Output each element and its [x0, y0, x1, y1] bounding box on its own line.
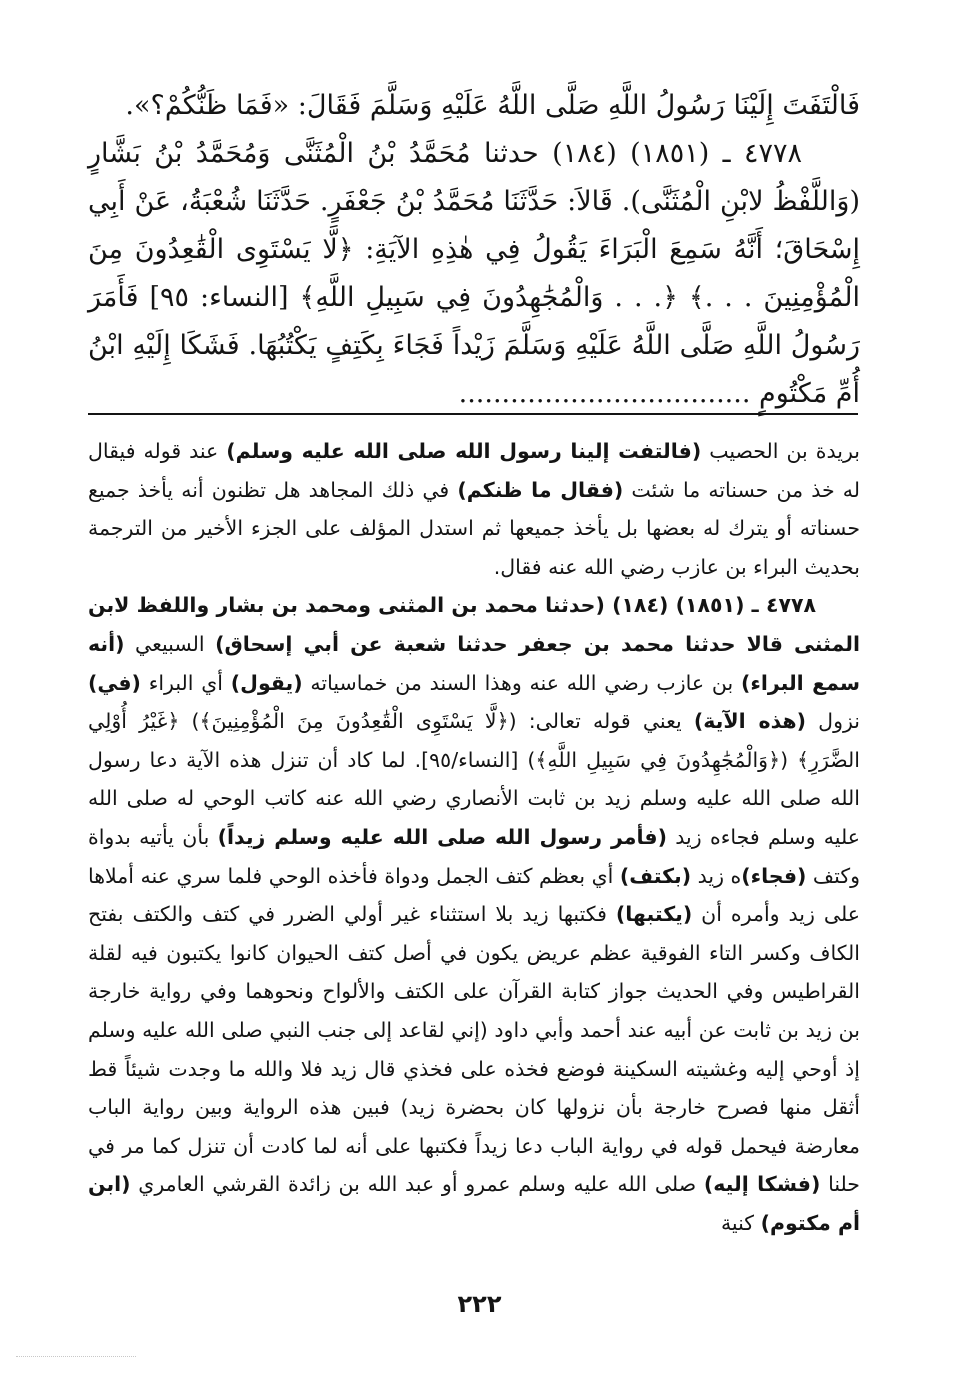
commentary-bold-span: (فشكا إليه): [703, 1172, 821, 1197]
commentary-text-span: ه زيد: [691, 863, 742, 888]
commentary-bold-span: ٤٧٧٨ ـ (١٨٥١) (١٨٤): [604, 593, 816, 618]
commentary-text-span: أي البراء: [140, 670, 231, 695]
commentary-text-span: صلى الله عليه وسلم عمرو أو عبد الله بن زائدة القرشي العامري: [130, 1172, 704, 1197]
commentary-text-span: يعني قوله تعالى: (﴿لَّا يَسْتَوِى الْقَٰعِدُونَ مِنَ الْمُؤْمِنِينَ﴾) ﴿غَيْرُ أُوْلِي الضَّرَرِ﴾ (﴿وَالْمُجَٰهِدُونَ فِي سَبِيلِ اللَّهِ﴾) [النساء/٩٥]. لما كاد أن تنزل هذه الآية دعا رسول الله صلى الله عليه وسلم زيد بن ثابت الأنصاري رضي الله عنه كاتب الوحي له صلى الله عليه وسلم فجاءه زيد: [88, 709, 860, 849]
commentary-text-span: السبيعي: [124, 631, 216, 656]
commentary-text-span: فكتبها زيد بلا استثناء غير أولي الضرر في كتف والكتف بفتح الكاف وكسر التاء الفوقية عظم عريض يكون في أصل كتف الحيوان كانوا يكتبون فيه لقلة القراطيس وفي الحديث جواز كتابة القرآن على الكتف والألواح ونحوهما وفي رواية خارجة بن زيد بن ثابت عن أبيه عند أحمد وأبي داود (إني لقاعد إلى جنب النبي صلى الله عليه وسلم إذ أوحي إليه وغشيته السكينة فوضع فخذه على فخذي قال زيد فلا والله ما وجدت شيئاً قط أثقل منها فصرح خارجة بأن نزولها كان بحضرة زيد) فبين هذه الرواية وبين رواية الباب معارضة فيحمل قوله في رواية الباب دعا زيداً فكتبها على أنه لما كادت أن تنزل كما مر في حلنا: [88, 902, 860, 1197]
commentary-text-span: في ذلك المجاهد هل تظنون أنه يأخذ جميع حسناته أو يترك له بعضها بل يأخذ جميعها ثم استدل المؤلف على الجزء الأخير من الترجمة بحديث البراء بن عازب رضي الله عنه فقال.: [88, 477, 860, 579]
commentary-text-span: عند قوله فيقال له خذ من حسناته ما شئت: [88, 439, 860, 502]
commentary-bold-span: (يكتبها): [615, 902, 693, 927]
commentary-text: [88, 432, 860, 1242]
commentary-bold-span: (يقول): [230, 670, 303, 695]
commentary-text-span: نزول: [806, 709, 860, 734]
hadith-body-text: ٤٧٧٨ ـ (١٨٥١) (١٨٤) حدثنا مُحَمَّدُ بْنُ الْمُثَنَّى وَمُحَمَّدُ بْنُ بَشَّارٍ (وَاللَّفْظُ لابْنِ الْمُثَنَّى). قَالاَ: حَدَّثَنَا مُحَمَّدُ بْنُ جَعْفَرٍ. حَدَّثَنَا شُعْبَةُ، عَنْ أَبِي إِسْحَاقَ؛ أَنَّهُ سَمِعَ الْبَرَاءَ يَقُولُ فِي هٰذِهِ الآيَةِ: ﴿لَّا يَسْتَوِى الْقَٰعِدُونَ مِنَ الْمُؤْمِنِينَ . . .﴾ ﴿. . . وَالْمُجَٰهِدُونَ فِي سَبِيلِ اللَّهِ﴾ [النساء: ٩٥] فَأَمَرَ رَسُولُ اللَّهِ صَلَّى اللَّهُ عَلَيْهِ وَسَلَّمَ زَيْداً فَجَاءَ بِكَتِفٍ يَكْتُبُهَا. فَشَكَا إِلَيْهِ ابْنُ أُمِّ مَكْتُومٍ: [88, 138, 861, 409]
commentary-bold-span: (حدثنا محمد بن المثنى ومحمد بن بشار واللفظ لابن المثنى قالا حدثنا محمد بن جعفر حدثنا شعبة عن أبي إسحاق): [88, 593, 860, 656]
commentary-bold-span: (بكتف): [619, 863, 692, 888]
commentary-bold-span: (فأمر رسول الله صلى الله عليه وسلم زيداً): [217, 824, 667, 849]
commentary-text-span: كنية: [720, 1210, 761, 1235]
opening-line: فَالْتَفَتَ إِلَيْنَا رَسُولُ اللَّهِ صَلَّى اللَّهُ عَلَيْهِ وَسَلَّمَ فَقَالَ: «فَمَا ظَنُّكُمْ؟».: [125, 90, 860, 121]
continuation-dots: ..................................: [458, 378, 759, 409]
commentary-text-span: أي بعظم كتف الجمل ودواة فأخذه الوحي فلما سري عنه أملاها على زيد وأمره أن: [88, 863, 860, 927]
hadith-body: [88, 130, 860, 418]
footnote-separator: [88, 413, 858, 415]
page-number: ٢٢٢: [457, 1290, 502, 1318]
scan-artifact: [16, 1356, 136, 1367]
hadith-main-text: [88, 82, 860, 418]
commentary-paragraph-2: [88, 586, 860, 1242]
commentary-text-span: بن عازب رضي الله عنه وهذا السند من خماسياته: [302, 670, 741, 695]
commentary-bold-span: (ابن أم مكتوم): [88, 1172, 860, 1235]
commentary-text-span: بريدة بن الحصيب: [701, 439, 860, 463]
commentary-bold-span: (فالتفت إلينا رسول الله صلى الله عليه وسلم): [226, 439, 702, 463]
commentary-bold-span: (أنه سمع البراء): [88, 631, 860, 695]
commentary-text-span: بأن يأتيه بدواة وكتف: [88, 824, 860, 888]
commentary-bold-span: (فجاء): [741, 863, 807, 888]
commentary-bold-span: (فقال ما ظنكم): [457, 477, 624, 502]
commentary-bold-span: (في): [88, 670, 141, 695]
commentary-bold-span: (هذه الآية): [693, 709, 806, 734]
commentary-paragraph-1: [88, 432, 860, 586]
